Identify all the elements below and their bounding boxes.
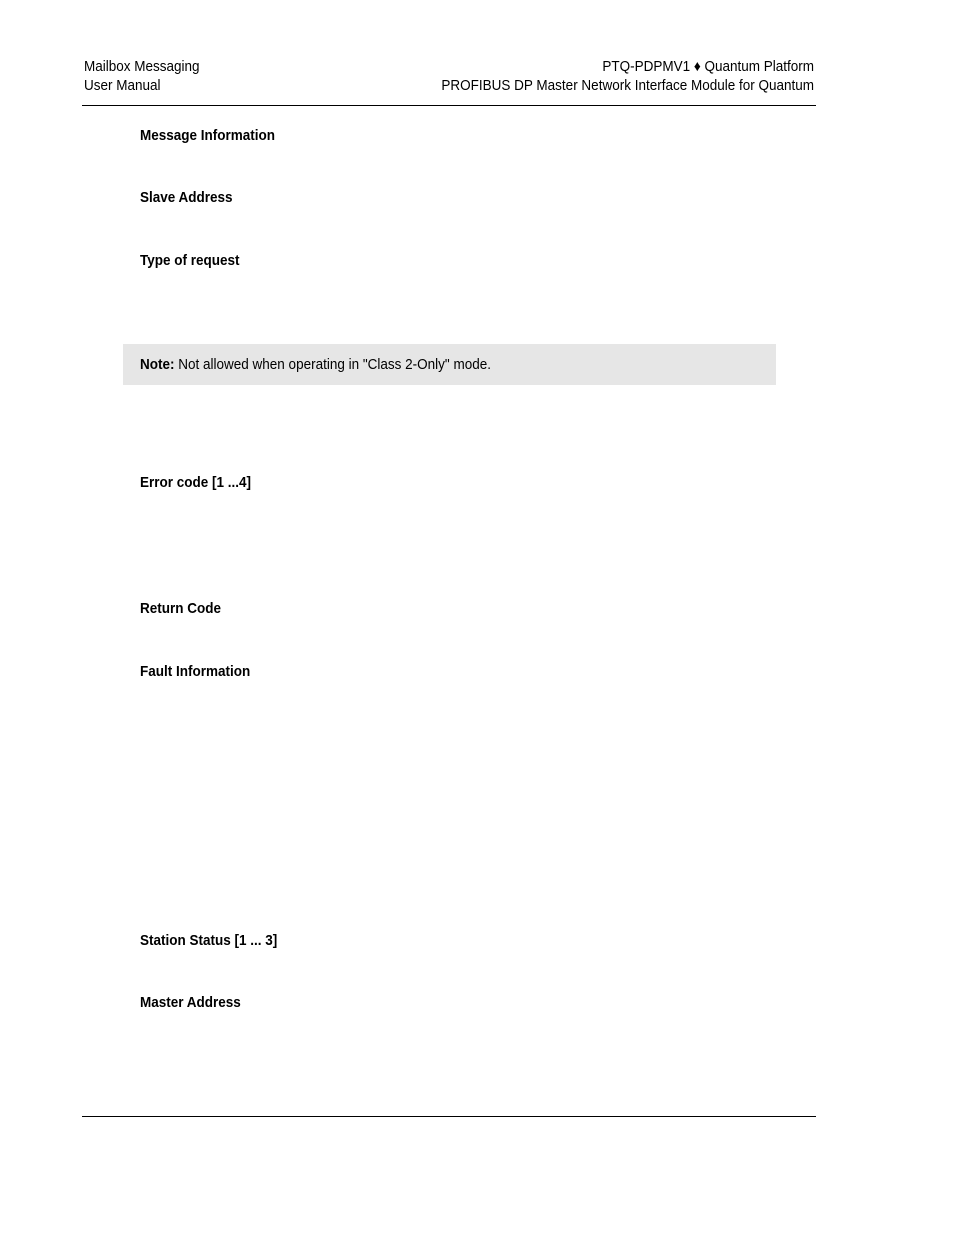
header-divider bbox=[82, 105, 816, 106]
manual-title: User Manual bbox=[84, 77, 161, 94]
header-left bbox=[84, 57, 200, 95]
field-label-slave-address: Slave Address bbox=[140, 189, 233, 206]
field-label-error-code: Error code [1 ...4] bbox=[140, 474, 252, 491]
field-label-type-of-request: Type of request bbox=[140, 252, 240, 269]
field-label-master-address: Master Address bbox=[140, 994, 241, 1011]
field-label-fault-information: Fault Information bbox=[140, 663, 251, 680]
field-label-return-code: Return Code bbox=[140, 600, 221, 617]
product-description: PROFIBUS DP Master Network Interface Module for Quantum bbox=[441, 77, 814, 94]
section-title: Mailbox Messaging bbox=[84, 58, 200, 75]
header-right bbox=[441, 57, 814, 95]
note-label: Note: bbox=[140, 356, 175, 373]
note-body: Not allowed when operating in "Class 2-Only" mode. bbox=[174, 356, 492, 373]
field-label-message-information: Message Information bbox=[140, 127, 276, 144]
product-title: PTQ-PDPMV1 ♦ Quantum Platform bbox=[602, 58, 814, 75]
note-box bbox=[123, 344, 776, 385]
field-label-station-status: Station Status [1 ... 3] bbox=[140, 932, 278, 949]
footer-divider bbox=[82, 1116, 816, 1117]
note-text bbox=[140, 355, 491, 374]
